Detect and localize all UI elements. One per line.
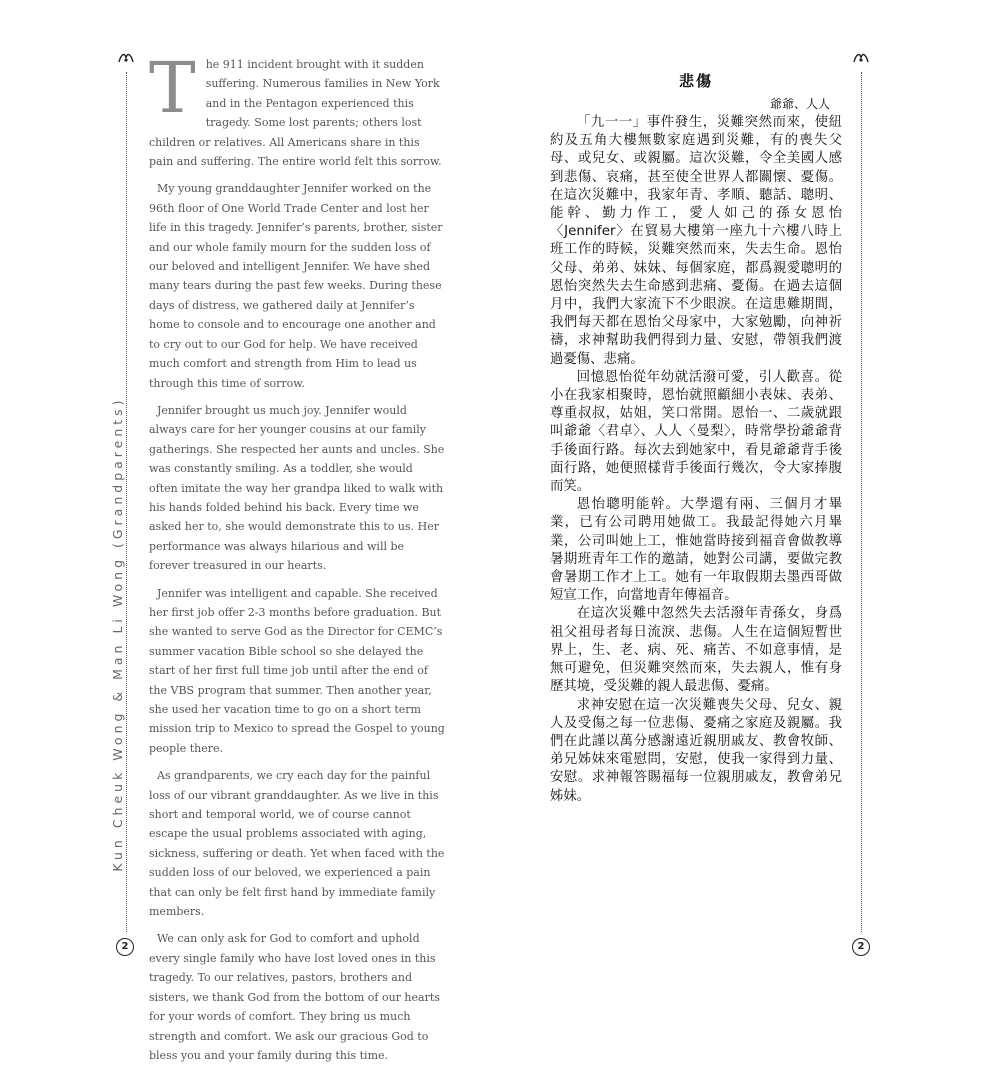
chinese-paragraph: 回憶恩怡從年幼就活潑可愛，引人歡喜。從小在我家相聚時，恩怡就照顧細小表妹、表弟、尊重叔叔，姑姐，笑口常開。恩怡一、二歲就跟叫爺爺〈君卓〉、人人〈曼梨〉，時常學扮爺爺背手後面行路。每次去到她家中，看見爺爺背手後面行路，她便照樣背手後面行幾次，令大家捧腹而笑。 — [550, 369, 842, 495]
left-dotted-rule — [126, 72, 127, 932]
right-dotted-rule — [861, 72, 862, 932]
english-paragraph: Jennifer brought us much joy. Jennifer would always care for her younger cousins at our family gatherings. She respected her aunts and uncles. She was constantly smiling. As a toddler, she would often imitate the way her grandpa liked to walk with his hands folded behind his back. Every time we asked her to, she would demonstrate this to us. Her performance was always hilarious and will be forever treasured in our hearts. — [149, 403, 445, 573]
chinese-article — [550, 70, 842, 806]
author-credit: Kun Cheuk Wong & Man Li Wong (Grandparents) — [110, 396, 125, 872]
page-number-badge: 2 — [116, 938, 134, 956]
page-number-badge: 2 — [852, 938, 870, 956]
english-paragraph: My young granddaughter Jennifer worked on the 96th floor of One World Trade Center and lost her life in this tragedy. Jennifer’s parents, brother, sister and our whole family mourn for the sudden loss of our beloved and intelligent Jennifer. We have shed many tears during the past few weeks. During these days of distress, we gathered daily at Jennifer’s home to console and to encourage one another and to cry out to our God for help. We have received much comfort and strength from Him to lead us through this time of sorrow. — [149, 182, 443, 390]
english-paragraph: Jennifer was intelligent and capable. She received her first job offer 2-3 months before graduation. But she wanted to serve God as the Director for CEMC’s summer vacation Bible school so she delayed the start of her first full time job until after the end of the VBS program that summer. Then another year, she used her vacation time to go on a short term mission trip to Mexico to spread the Gospel to young people there. — [149, 586, 445, 755]
flourish-ornament-icon — [116, 48, 136, 68]
chinese-paragraph: 「九一一」事件發生，災難突然而來，使紐約及五角大樓無數家庭遇到災難，有的喪失父母、或兒女、或親屬。這次災難，令全美國人感到悲傷、哀痛，甚至使全世界人都關懷、憂傷。在這次災難中，我家年青、孝順、聽話、聰明、能幹、勤力作工，愛人如己的孫女恩怡〈Jennifer〉在貿易大樓第一座九十六樓八時上班工作的時候，災難突然而來，失去生命。恩怡父母、弟弟、妹妹、每個家庭，都爲親愛聰明的恩怡突然失去生命感到悲痛、憂傷。在過去這個月中，我們大家流下不少眼淚。在這患難期間，我們每天都在恩怡父母家中，大家勉勵，向神祈禱，求神幫助我們得到力量、安慰，帶領我們渡過憂傷、悲痛。 — [550, 115, 842, 367]
chinese-paragraph: 恩怡聰明能幹。大學還有兩、三個月才畢業，已有公司聘用她做工。我最記得她六月畢業，公司叫她上工，惟她當時接到福音會做教導暑期班青年工作的邀請，她對公司講，要做完教會暑期工作才上工。她有一年取假期去墨西哥做短宣工作，向當地青年傳福音。 — [550, 497, 842, 604]
english-article — [149, 47, 445, 1073]
english-paragraph: We can only ask for God to comfort and uphold every single family who have lost loved ones in this tragedy. To our relatives, pastors, brothers and sisters, we thank God from the bottom of our hearts for your words of comfort. They bring us much strength and comfort. We ask our gracious God to bless you and your family during this time. — [149, 932, 440, 1062]
chinese-body — [550, 114, 842, 806]
article-title: 悲傷 — [678, 72, 713, 90]
flourish-ornament-icon — [851, 48, 871, 68]
chinese-paragraph: 在這次災難中忽然失去活潑年青孫女，身爲祖父祖母者每日流淚、悲傷。人生在這個短暫世界上，生、老、病、死、痛苦、不如意事情，是無可避免，但災難突然而來，失去親人，惟有身歷其境，受災難的親人最悲傷、憂痛。 — [550, 606, 842, 695]
chinese-paragraph: 求神安慰在這一次災難喪失父母、兒女、親人及受傷之每一位悲傷、憂痛之家庭及親屬。我們在此謹以萬分感謝遠近親朋戚友、教會牧師、弟兄姊妹來電慰問，安慰，使我一家得到力量、安慰。求神報答賜福每一位親朋戚友，教會弟兄姊妹。 — [550, 697, 842, 804]
english-paragraph: T he 911 incident brought with it sudden suffering. Numerous families in New York and in the Pentagon experienced this tragedy. Some lost parents; others lost children or relatives. All Americans share in this pain and suffering. The entire world felt this sorrow. — [149, 47, 442, 169]
drop-cap: T — [149, 47, 196, 129]
english-paragraph: As grandparents, we cry each day for the painful loss of our vibrant granddaughter. As we live in this short and temporal world, we of course cannot escape the usual problems associated with aging, sickness, suffering or death. Yet when faced with the sudden loss of our beloved, we experienced a pain that can only be felt first hand by immediate family members. — [149, 769, 445, 919]
article-author: 爺爺、人人 — [769, 97, 830, 111]
